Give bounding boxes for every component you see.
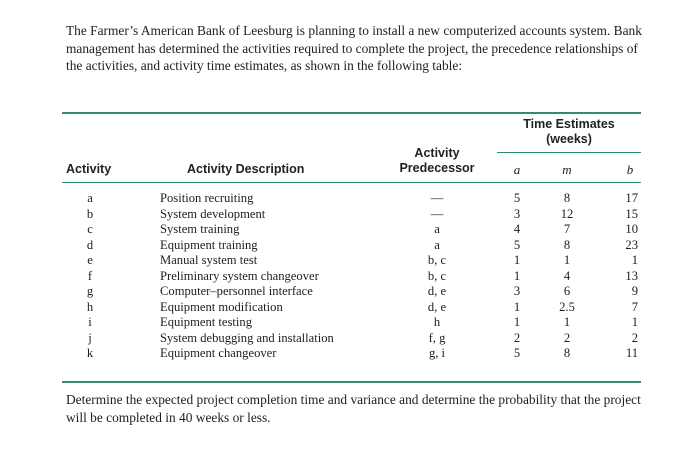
table-cell-description: Equipment training (160, 237, 258, 252)
time-m-header: m (562, 162, 572, 177)
table-cell-time-m: 8 (563, 237, 571, 252)
table-cell-predecessor: b, c (427, 268, 447, 283)
time-a-header: a (513, 162, 521, 177)
table-cell-activity: b (86, 206, 94, 221)
table-cell-time-a: 5 (513, 237, 521, 252)
time-estimates-rule (497, 152, 641, 153)
table-cell-description: Equipment testing (160, 315, 252, 329)
table-cell-time-m: 8 (563, 191, 571, 205)
table-cell-time-m: 6 (563, 284, 571, 298)
table-cell-time-b: 9 (631, 284, 638, 298)
table-cell-predecessor: h (433, 315, 441, 329)
table-cell-predecessor: a (434, 222, 440, 236)
table-cell-activity: a (87, 191, 93, 205)
table-cell-time-b: 2 (631, 330, 638, 345)
table-header-rule (62, 182, 641, 183)
table-cell-activity: d (86, 237, 94, 252)
time-b-column (608, 191, 638, 362)
time-estimates-header-line2: (weeks) (546, 132, 592, 146)
table-cell-time-b: 11 (625, 346, 638, 360)
table-cell-time-m: 2 (563, 330, 571, 345)
time-estimates-header-line1: Time Estimates (523, 117, 615, 131)
table-cell-time-a: 5 (513, 346, 521, 360)
table-cell-time-b: 17 (625, 191, 638, 205)
predecessor-header-line1: Activity (414, 146, 460, 160)
table-cell-activity: i (88, 315, 92, 329)
time-a-column (505, 191, 529, 362)
problem-intro-text: The Farmer’s American Bank of Leesburg is planning to install a new computerized accounts system. Bank management has determined the activities required to complete the project, the precedence relationships of the activities, and activity time estimates, as shown in the following table: (66, 23, 642, 73)
table-cell-time-a: 3 (513, 206, 521, 221)
table-cell-time-b: 23 (625, 237, 638, 252)
table-cell-activity: f (87, 268, 93, 283)
table-cell-description: System debugging and installation (160, 330, 334, 345)
predecessor-header (372, 146, 502, 176)
table-cell-time-m: 7 (563, 222, 571, 236)
table-cell-time-b: 1 (631, 315, 638, 329)
table-cell-time-b: 10 (625, 222, 638, 236)
table-cell-description: Position recruiting (160, 191, 254, 205)
table-cell-time-b: 1 (631, 253, 638, 267)
table-cell-time-a: 2 (513, 330, 521, 345)
table-cell-predecessor: g, i (428, 346, 446, 360)
time-estimates-header (497, 117, 641, 147)
table-cell-description: System development (160, 206, 266, 221)
table-cell-description: Equipment changeover (160, 346, 277, 360)
table-cell-time-b: 7 (631, 299, 638, 314)
table-cell-time-a: 1 (513, 315, 521, 329)
table-cell-predecessor: — (430, 191, 444, 205)
table-cell-time-a: 5 (513, 191, 521, 205)
predecessor-header-line2: Predecessor (399, 161, 475, 175)
table-cell-description: Computer–personnel interface (160, 284, 313, 298)
table-cell-activity: g (86, 284, 94, 298)
table-cell-time-m: 1 (563, 253, 571, 267)
table-cell-time-m: 2.5 (559, 299, 575, 314)
table-cell-time-a: 1 (513, 299, 521, 314)
table-cell-predecessor: — (430, 206, 444, 221)
activity-column (78, 191, 102, 362)
table-cell-predecessor: a (434, 237, 440, 252)
table-cell-time-b: 15 (625, 206, 638, 221)
table-cell-time-b: 13 (625, 268, 638, 283)
time-b-header: b (626, 162, 634, 177)
table-cell-time-a: 3 (513, 284, 521, 298)
time-m-column (552, 191, 582, 362)
table-cell-predecessor: d, e (427, 299, 447, 314)
table-cell-description: Manual system test (160, 253, 258, 267)
predecessor-column (407, 191, 467, 362)
table-cell-description: System training (160, 222, 240, 236)
table-cell-activity: c (87, 222, 93, 236)
activity-header: Activity (66, 162, 112, 176)
table-cell-time-m: 1 (563, 315, 571, 329)
table-cell-time-a: 1 (513, 268, 521, 283)
table-cell-predecessor: b, c (427, 253, 447, 267)
table-bottom-rule (62, 381, 641, 383)
table-cell-time-a: 1 (513, 253, 521, 267)
table-cell-time-a: 4 (513, 222, 521, 236)
table-cell-predecessor: d, e (427, 284, 447, 298)
table-cell-activity: e (87, 253, 93, 267)
description-column (160, 191, 380, 362)
table-cell-time-m: 4 (563, 268, 571, 283)
table-cell-time-m: 8 (563, 346, 571, 360)
table-cell-activity: h (86, 299, 94, 314)
table-cell-description: Preliminary system changeover (160, 268, 319, 283)
table-cell-description: Equipment modification (160, 299, 283, 314)
table-top-rule (62, 112, 641, 114)
problem-question-text: Determine the expected project completion time and variance and determine the probability that the project will be completed in 40 weeks or less. (66, 392, 641, 425)
description-header: Activity Description (187, 162, 305, 176)
table-cell-predecessor: f, g (428, 330, 446, 345)
table-cell-activity: j (88, 330, 92, 345)
table-cell-time-m: 12 (560, 206, 574, 221)
table-cell-activity: k (86, 346, 94, 360)
